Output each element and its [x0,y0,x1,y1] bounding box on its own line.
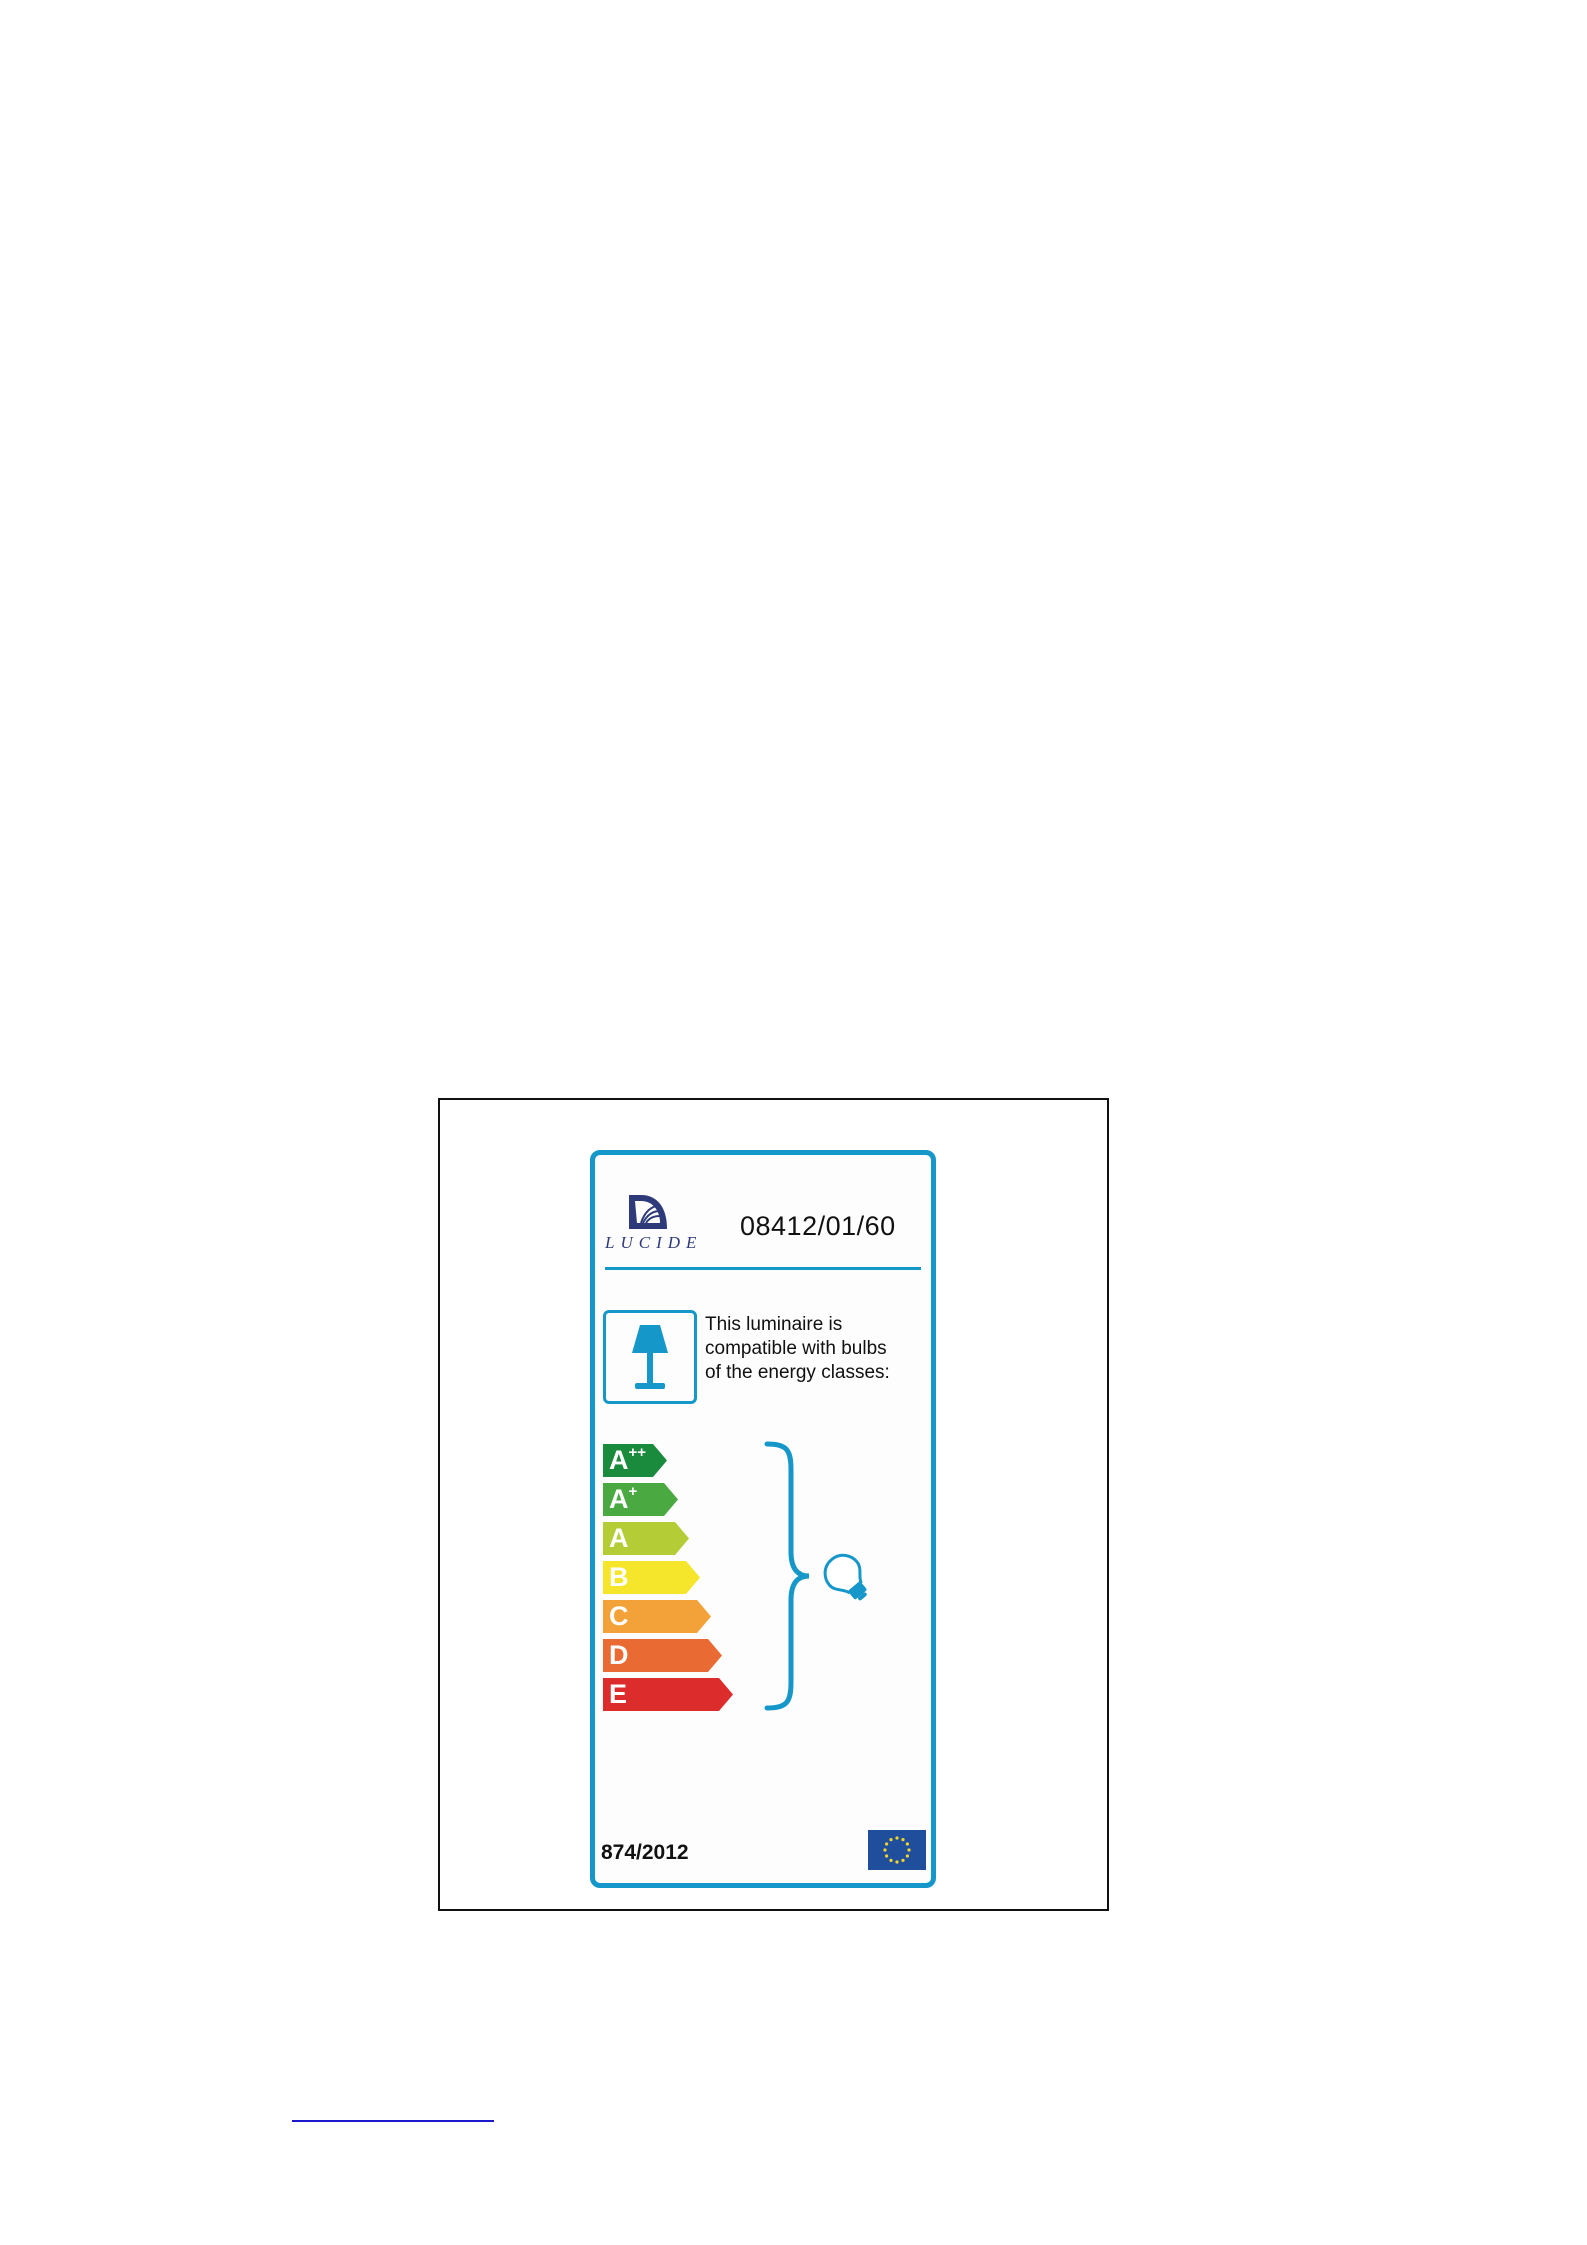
eu-star [901,1859,904,1862]
eu-flag-icon [868,1830,926,1870]
energy-class-letter: A [609,1523,629,1553]
energy-class-letter: A [609,1445,629,1475]
energy-label [590,1150,936,1888]
energy-class-letter: C [609,1601,629,1631]
eu-star [895,1860,898,1863]
energy-class-letter: A [609,1484,629,1514]
brand-logo [605,1191,705,1261]
header-divider [605,1267,921,1270]
compat-line: of the energy classes: [705,1362,890,1383]
eu-star [889,1838,892,1841]
energy-class-letter: D [609,1640,629,1670]
lucide-logo-icon [623,1191,671,1233]
brand-name: LUCIDE [605,1233,703,1252]
eu-star [907,1848,910,1851]
luminaire-icon-box [603,1310,697,1404]
eu-star [889,1859,892,1862]
energy-class-scale [603,1444,743,1724]
regulation-number: 874/2012 [601,1841,689,1864]
bulb-icon [817,1550,877,1606]
compatibility-brace [763,1440,813,1712]
footer-link[interactable] [292,2094,494,2122]
compatibility-text [705,1313,925,1385]
eu-star [906,1854,909,1857]
eu-star [885,1854,888,1857]
compat-line: compatible with bulbs [705,1338,887,1359]
energy-class-suffix: ++ [628,1444,647,1461]
energy-class-letter: E [609,1679,628,1709]
eu-star [906,1842,909,1845]
energy-label-frame [438,1098,1109,1911]
compat-line: This luminaire is [705,1314,843,1335]
eu-star [885,1842,888,1845]
table-lamp-icon [606,1313,694,1401]
eu-star [895,1836,898,1839]
energy-class-suffix: + [628,1483,638,1500]
eu-star [883,1848,886,1851]
model-number: 08412/01/60 [740,1211,896,1241]
eu-star [901,1838,904,1841]
energy-class-letter: B [609,1562,629,1592]
